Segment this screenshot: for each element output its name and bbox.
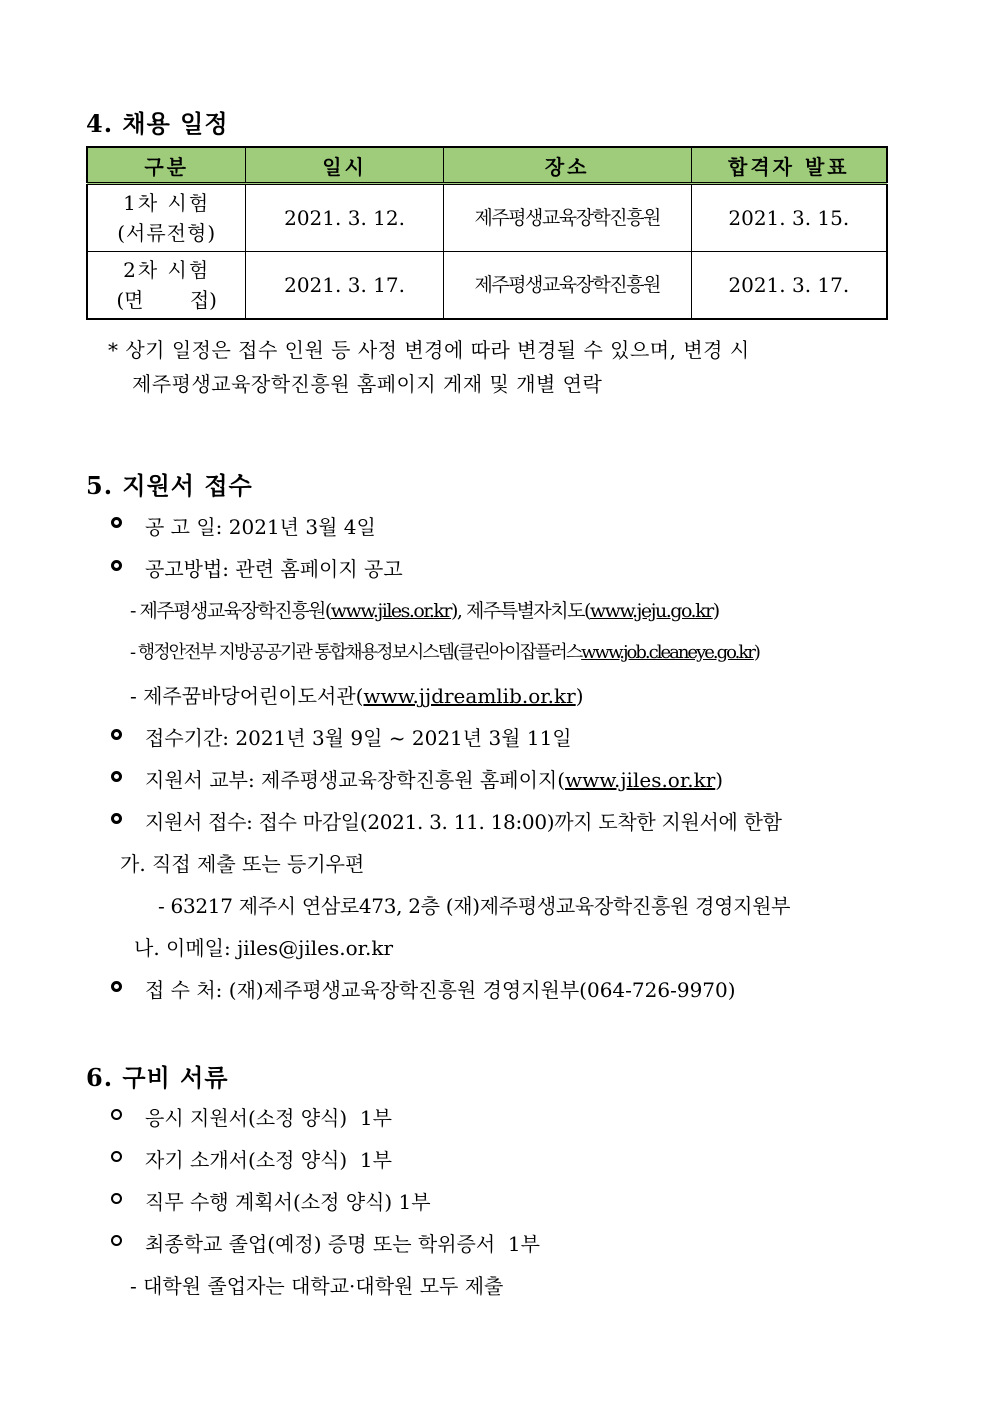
cell-category: [87, 184, 246, 252]
receipt-method: 지원서 접수: 접수 마감일(2021. 3. 11. 18:00)까지 도착한 지원서에 한함: [145, 810, 782, 834]
doc-item-graduation: 최종학교 졸업(예정) 증명 또는 학위증서 1부: [145, 1232, 540, 1256]
site1-end: ): [712, 600, 719, 622]
method-ga: 가. 직접 제출 또는 등기우편: [120, 852, 365, 876]
cell-date: 2021. 3. 17.: [246, 252, 443, 320]
cell-category-line2: (서류전형): [117, 221, 217, 245]
hollow-circle-bullet-icon: [111, 1235, 122, 1246]
circle-bullet-icon: [111, 771, 122, 782]
hollow-circle-bullet-icon: [111, 1151, 122, 1162]
receipt-period: 접수기간: 2021년 3월 9일 ~ 2021년 3월 11일: [145, 726, 572, 750]
site3-prefix: - 제주꿈바당어린이도서관(: [130, 684, 364, 708]
schedule-table: [86, 146, 888, 320]
header-date: 일시: [246, 147, 443, 184]
schedule-note-line2: 제주평생교육장학진흥원 홈페이지 게재 및 개별 연락: [132, 372, 603, 396]
circle-bullet-icon: [111, 813, 122, 824]
cell-place: 제주평생교육장학진흥원: [443, 252, 691, 320]
site2-prefix: - 행정안전부 지방공공기관 통합채용정보시스템(클린아이잡플러스: [130, 642, 582, 663]
doc-item-note: - 대학원 졸업자는 대학교·대학원 모두 제출: [130, 1274, 504, 1298]
site3-link[interactable]: www.jjdreamlib.or.kr: [363, 684, 576, 708]
hollow-circle-bullet-icon: [111, 1193, 122, 1204]
site-line-1: [130, 596, 719, 623]
site1-link[interactable]: www.jiles.or.kr: [330, 600, 452, 622]
cell-category-line2: (면 접): [116, 288, 217, 312]
circle-bullet-icon: [111, 981, 122, 992]
cell-date: 2021. 3. 12.: [246, 184, 443, 252]
cell-result: 2021. 3. 15.: [691, 184, 887, 252]
doc-item-application: 응시 지원서(소정 양식) 1부: [145, 1106, 392, 1130]
site1-mid: ), 제주특별자치도(: [451, 600, 590, 622]
cell-result: 2021. 3. 17.: [691, 252, 887, 320]
form-end: ): [715, 768, 724, 792]
site2-link[interactable]: www.job.cleaneye.go.kr: [581, 642, 754, 663]
header-place: 장소: [443, 147, 691, 184]
doc-item-self-intro: 자기 소개서(소정 양식) 1부: [145, 1148, 392, 1172]
table-header-row: [87, 147, 887, 184]
site3-end: ): [575, 684, 584, 708]
site-line-2: [130, 638, 759, 664]
site1-prefix: - 제주평생교육장학진흥원(: [130, 600, 331, 622]
header-category: 구분: [87, 147, 246, 184]
circle-bullet-icon: [111, 560, 122, 571]
site2-end: ): [753, 642, 759, 663]
hollow-circle-bullet-icon: [111, 1109, 122, 1120]
notice-date: 공 고 일: 2021년 3월 4일: [145, 515, 376, 539]
circle-bullet-icon: [111, 517, 122, 528]
schedule-note-line1: * 상기 일정은 접수 인원 등 사정 변경에 따라 변경될 수 있으며, 변경 시: [108, 338, 750, 362]
site-line-3: [130, 680, 584, 709]
table-row: [87, 184, 887, 252]
mailing-address: - 63217 제주시 연삼로473, 2층 (재)제주평생교육장학진흥원 경영지원부: [158, 894, 791, 918]
cell-place: 제주평생교육장학진흥원: [443, 184, 691, 252]
site1-link-2[interactable]: www.jeju.go.kr: [589, 600, 713, 622]
method-na-email: 나. 이메일: jiles@jiles.or.kr: [134, 936, 394, 960]
form-distribution: [145, 764, 723, 793]
table-row: [87, 252, 887, 320]
form-prefix: 지원서 교부: 제주평생교육장학진흥원 홈페이지(: [145, 768, 566, 792]
section-5-heading: 5. 지원서 접수: [86, 471, 253, 500]
section-4-heading: 4. 채용 일정: [86, 109, 229, 138]
section-6-heading: 6. 구비 서류: [86, 1063, 229, 1092]
cell-category-line1: 2차 시험: [123, 258, 211, 282]
receipt-office: 접 수 처: (재)제주평생교육장학진흥원 경영지원부(064-726-9970): [145, 978, 736, 1002]
cell-category: [87, 252, 246, 320]
header-result: 합격자 발표: [691, 147, 887, 184]
circle-bullet-icon: [111, 729, 122, 740]
cell-category-line1: 1차 시험: [123, 191, 211, 215]
form-link[interactable]: www.jiles.or.kr: [565, 768, 716, 792]
notice-method: 공고방법: 관련 홈페이지 공고: [145, 557, 403, 581]
doc-item-job-plan: 직무 수행 계획서(소정 양식) 1부: [145, 1190, 431, 1214]
